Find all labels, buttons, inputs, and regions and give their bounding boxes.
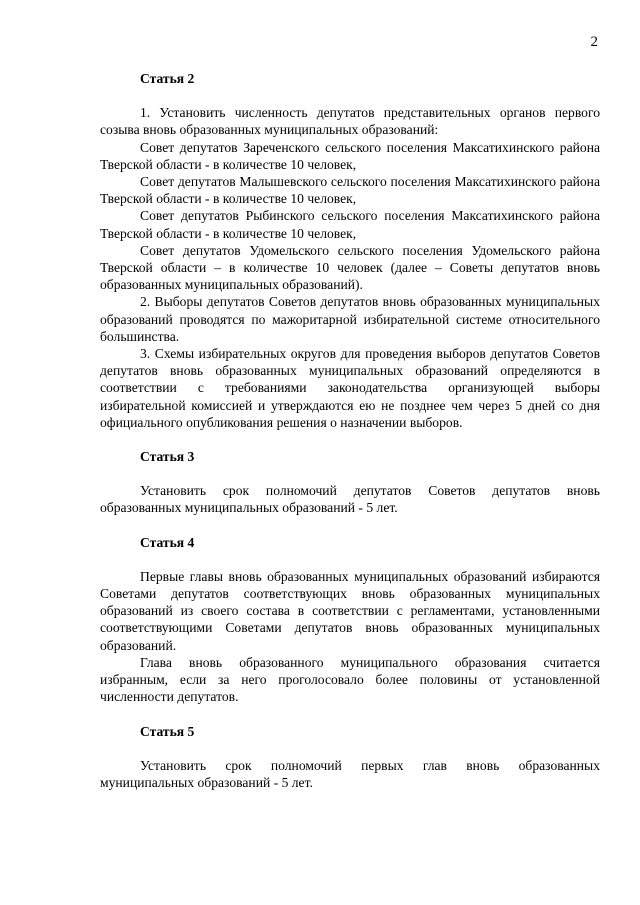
paragraph: 2. Выборы депутатов Советов депутатов вновь образованных муниципальных образований проводятся по мажоритарной избирательной системе относительного большинства. <box>100 294 600 344</box>
article-title: Статья 2 <box>140 71 195 86</box>
paragraph: 3. Схемы избирательных округов для проведения выборов депутатов Советов депутатов вновь образованных муниципальных образований определяются в соответствии с требованиями законодательства организующей выборы избирательной комиссией и утверждаются ею не позднее чем через 5 дней со дня официального опубликования решения о назначении выборов. <box>100 346 600 430</box>
document-body <box>100 70 600 791</box>
paragraph: Глава вновь образованного муниципального образования считается избранным, если за него проголосовало более половины от установленной численности депутатов. <box>100 654 600 705</box>
paragraph: Совет депутатов Удомельского сельского поселения Удомельского района Тверской области – в количестве 10 человек (далее – Советы депутатов вновь образованных муниципальных образований). <box>100 242 600 293</box>
paragraph: 1. Установить численность депутатов представительных органов первого созыва вновь образованных муниципальных образований: <box>100 105 600 138</box>
article-4 <box>100 534 600 706</box>
paragraph: Совет депутатов Зареченского сельского поселения Максатихинского района Тверской области - в количестве 10 человек, <box>100 139 600 172</box>
paragraph: Совет депутатов Рыбинского сельского поселения Максатихинского района Тверской области - в количестве 10 человек, <box>100 208 600 241</box>
article-2 <box>100 70 600 431</box>
page-number: 2 <box>590 34 598 50</box>
paragraph: Установить срок полномочий депутатов Советов депутатов вновь образованных муниципальных образований - 5 лет. <box>100 483 600 516</box>
article-title: Статья 3 <box>140 449 195 465</box>
paragraph: Установить срок полномочий первых глав вновь образованных муниципальных образований - 5 лет. <box>100 757 600 790</box>
paragraph: Совет депутатов Малышевского сельского поселения Максатихинского района Тверской области - в количестве 10 человек, <box>100 174 600 207</box>
article-3 <box>100 448 600 517</box>
paragraph: Первые главы вновь образованных муниципальных образований избираются Советами депутатов соответствующих вновь образованных муниципальных образований из своего состава в соответствии с регламентами, установленными соответствующими Советами депутатов вновь образованных муниципальных образований. <box>100 568 600 653</box>
article-title: Статья 4 <box>140 534 195 550</box>
article-5 <box>100 723 600 792</box>
article-title: Статья 5 <box>140 723 195 739</box>
